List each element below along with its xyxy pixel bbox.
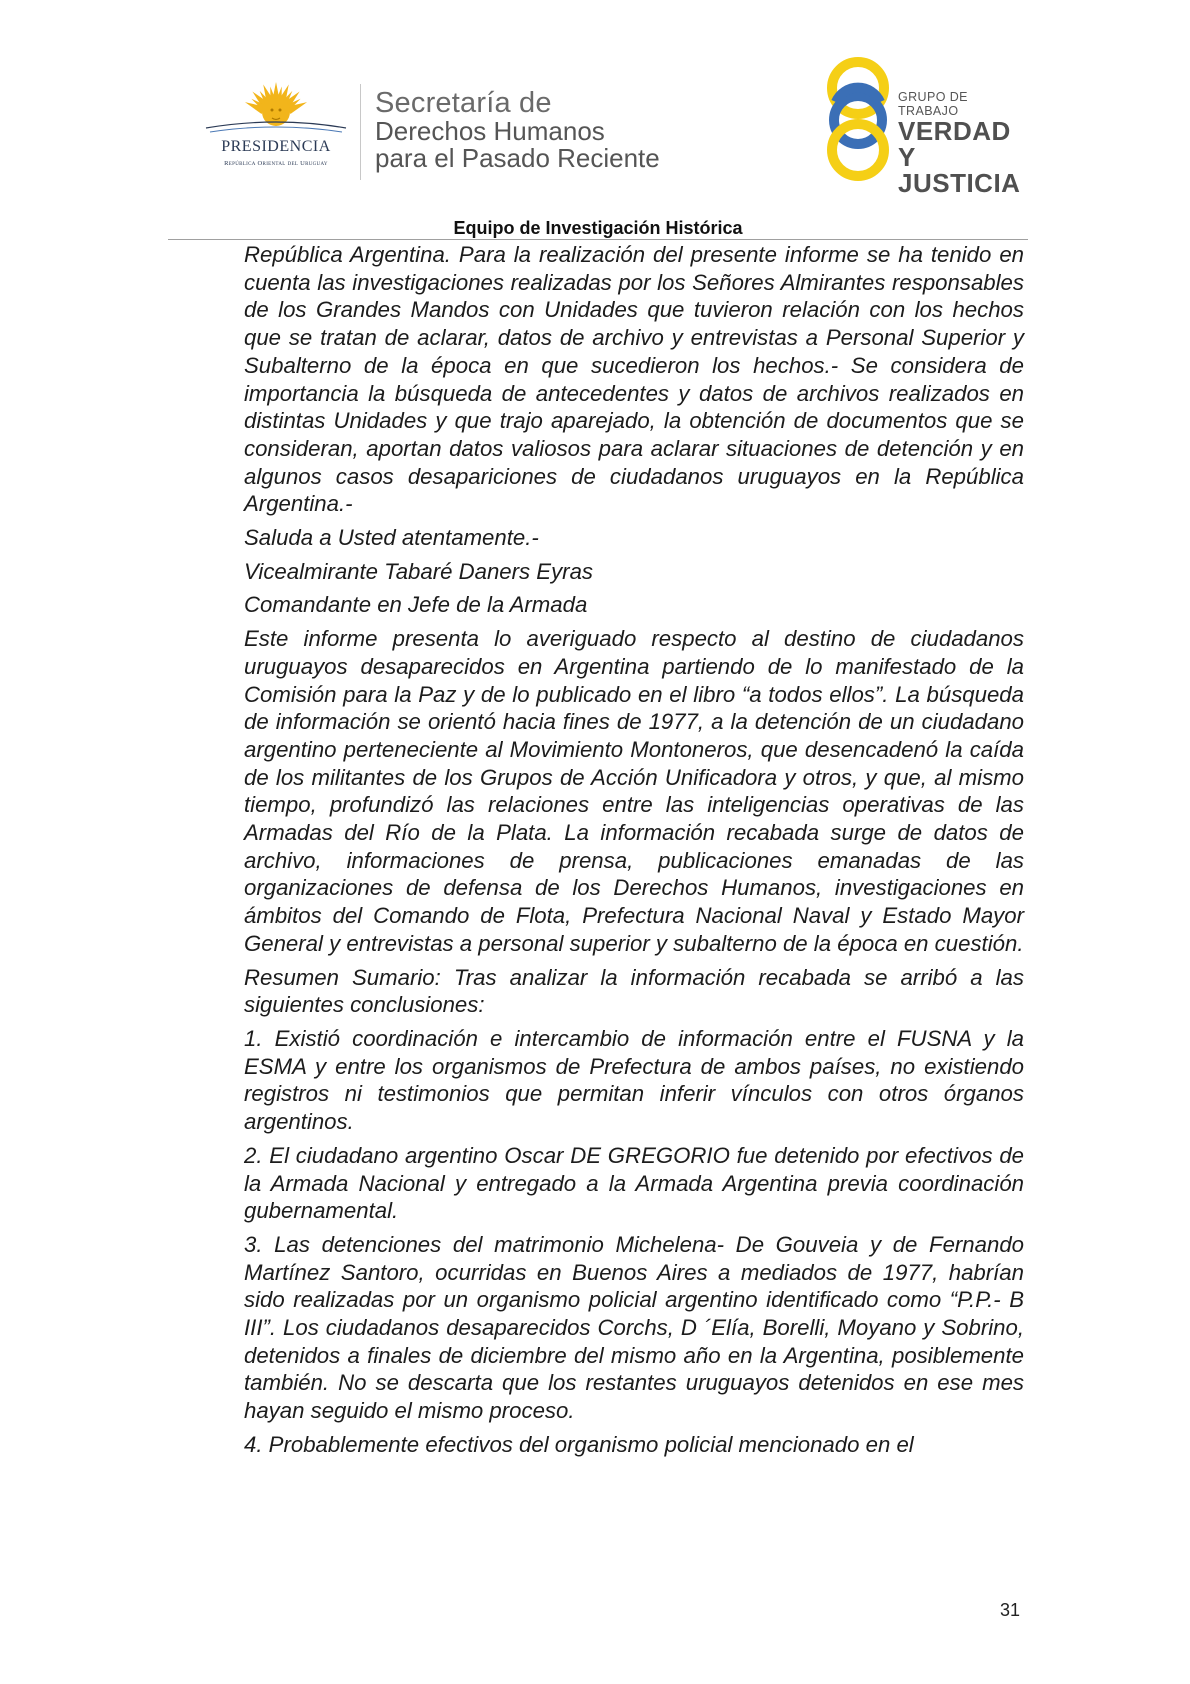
linked-rings-icon xyxy=(818,54,898,184)
paragraph-conclusion-1: 1. Existió coordinación e intercambio de información entre el FUSNA y la ESMA y entre los organismos de Prefectura de ambos países, no existiendo registros ni testimonios que permitan inferir vínculos con otros órganos argentinos. xyxy=(244,1025,1024,1135)
vyj-line-2: JUSTICIA xyxy=(898,168,1021,198)
logo-divider xyxy=(360,84,361,180)
paragraph-signatory-title: Comandante en Jefe de la Armada xyxy=(244,592,588,618)
presidencia-subtitle: República Oriental del Uruguay xyxy=(224,160,328,167)
paragraph-salutation: Saluda a Usted atentamente.- xyxy=(244,525,539,551)
secretaria-line-2: Derechos Humanos xyxy=(375,116,605,146)
secretaria-logo-text xyxy=(375,88,660,172)
header-rule xyxy=(168,239,1028,240)
vyj-group-label: GRUPO DE TRABAJO xyxy=(898,90,968,118)
verdad-justicia-logo xyxy=(818,54,1028,198)
page-header xyxy=(0,0,1190,220)
paragraph-report-summary: Este informe presenta lo averiguado respecto al destino de ciudadanos uruguayos desaparecidos en Argentina partiendo de lo manifestado de la Comisión para la Paz y de lo publicado en el libro “a todos ellos”. La búsqueda de información se orientó hacia fines de 1977, a la detención de un ciudadano argentino perteneciente al Movimiento Montoneros, que desencadenó la caída de los militantes de los Grupos de Acción Unificadora y otros, y que, al mismo tiempo, profundizó las relaciones entre las inteligencias operativas de las Armadas del Río de la Plata. La información recabada surge de datos de archivo, informaciones de prensa, publicaciones emanadas de las organizaciones de defensa de los Derechos Humanos, investigaciones en ámbitos del Comando de Flota, Prefectura Nacional Naval y Estado Mayor General y entrevistas a personal superior y subalterno de la época en cuestión. xyxy=(244,626,1024,956)
presidencia-logo xyxy=(196,80,356,180)
sun-of-may-icon xyxy=(196,80,356,140)
verdad-justicia-text xyxy=(898,90,1028,196)
secretaria-line-1: Secretaría de xyxy=(375,87,552,119)
page-number: 31 xyxy=(1000,1600,1021,1620)
paragraph-signatory: Vicealmirante Tabaré Daners Eyras xyxy=(244,558,594,584)
unit-title: Equipo de Investigación Histórica xyxy=(453,218,743,238)
paragraph-conclusion-2: 2. El ciudadano argentino Oscar DE GREGORIO fue detenido por efectivos de la Armada Nacional y entregado a la Armada Argentina previa coordinación gubernamental. xyxy=(244,1142,1024,1224)
vyj-line-1: VERDAD Y xyxy=(898,116,1011,172)
secretaria-line-3: para el Pasado Reciente xyxy=(375,143,660,173)
document-body xyxy=(244,241,1024,1465)
paragraph-resumen: Resumen Sumario: Tras analizar la información recabada se arribó a las siguientes conclusiones: xyxy=(244,964,1024,1018)
paragraph-intro: República Argentina. Para la realización del presente informe se ha tenido en cuenta las investigaciones realizadas por los Señores Almirantes responsables de los Grandes Mandos con Unidades que tuvieron relación con los hechos que se tratan de aclarar, datos de archivo y entrevistas a Personal Superior y Subalterno de la época en que sucedieron los hechos.- Se considera de importancia la búsqueda de antecedentes y datos de archivos realizados en distintas Unidades y que trajo aparejado, la obtención de documentos que se consideran, aportan datos valiosos para aclarar situaciones de detención y en algunos casos desapariciones de ciudadanos uruguayos en la República Argentina.- xyxy=(244,242,1024,517)
paragraph-conclusion-4: 4. Probablemente efectivos del organismo policial mencionado en el xyxy=(244,1431,914,1457)
presidencia-name: PRESIDENCIA xyxy=(221,138,331,155)
paragraph-conclusion-3: 3. Las detenciones del matrimonio Michelena- De Gouveia y de Fernando Martínez Santoro, ocurridas en Buenos Aires a mediados de 1977, habrían sido realizadas por un organismo policial argentino identificado como “P.P.- B III”. Los ciudadanos desaparecidos Corchs, D ´Elía, Borelli, Moyano y Sobrino, detenidos a finales de diciembre del mismo año en la Argentina, posiblemente también. No se descarta que los restantes uruguayos detenidos en ese mes hayan seguido el mismo proceso. xyxy=(244,1231,1024,1424)
